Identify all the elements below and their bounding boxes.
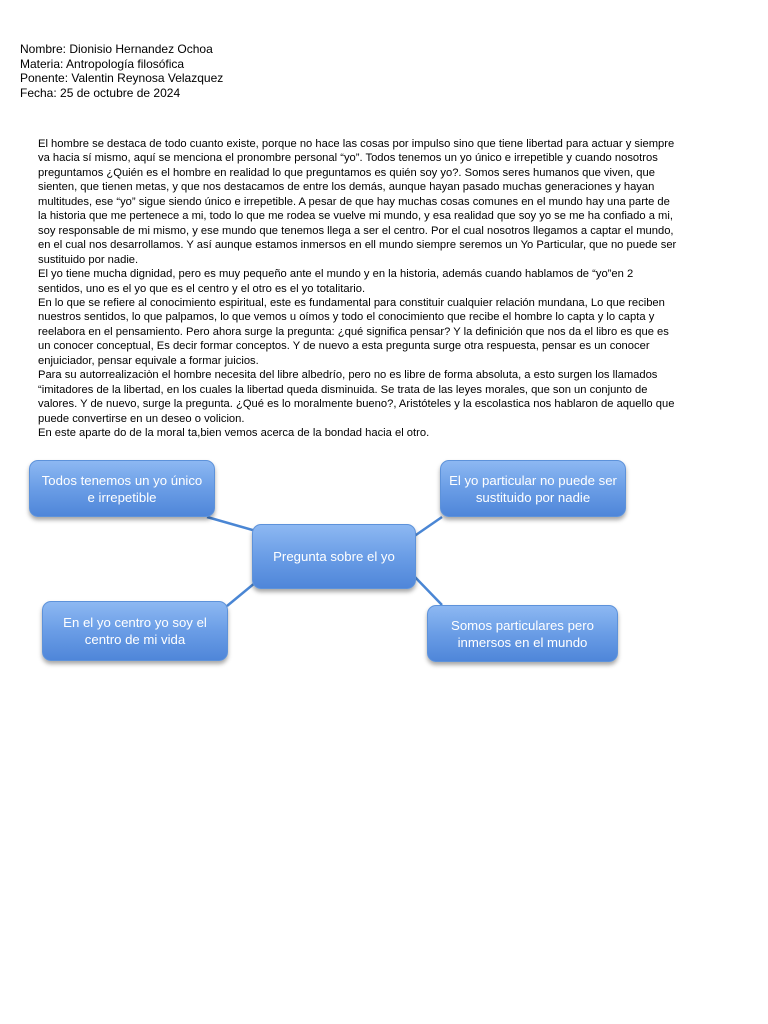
connector-top-right: [413, 517, 442, 537]
paragraph: En este aparte do de la moral ta,bien vemos acerca de la bondad hacia el otro.: [38, 427, 430, 440]
concept-node-bottom-left: En el yo centro yo soy el centro de mi vida: [42, 601, 228, 661]
concept-node-top-right: El yo particular no puede ser sustituido por nadie: [440, 460, 626, 517]
document-header: [20, 42, 223, 100]
connector-bottom-left: [227, 582, 256, 606]
paragraph: El yo tiene mucha dignidad, pero es muy pequeño ante el mundo y en la historia, además cuando hablamos de “yo”en 2 sentidos, uno es el yo que es el centro y el otro es el yo totalitario.: [38, 268, 634, 295]
paragraph: El hombre se destaca de todo cuanto existe, porque no hace las cosas por impulso sino que tiene libertad para actuar y siempre va hacia sí mismo, aquí se menciona el pronombre personal “yo”. Todos tenemos un yo único e irrepetible y cuando nosotros preguntamos ¿Quién es el hombre en realidad lo que preguntamos es quién soy yo?. Somos seres humanos que viven, que sienten, que tienen metas, y que nos destacamos de entre los demás, aunque hayan pasado muchas generaciones y hayan multitudes, ese “yo” sigue siendo único e irrepetible. A pesar de que hay muchas cosas comunes en el mundo hay una parte de la historia que me pertenece a mi, todo lo que me rodea se vuelve mi mundo, y esa realidad que soy yo se me ha confiado a mi, soy responsable de mi mismo, y ese mundo que tenemos llega a ser el centro. Por el cual nosotros llegamos a captar el mundo, en el cual nos desarrollamos. Y así aunque estamos inmersos en ell mundo siempre seremos un Yo Particular, que no puede ser sustituido por nadie.: [38, 138, 677, 266]
date: Fecha: 25 de octubre de 2024: [20, 85, 181, 100]
lecturer: Ponente: Valentin Reynosa Velazquez: [20, 71, 224, 85]
paragraph: En lo que se refiere al conocimiento espiritual, este es fundamental para constituir cualquier relación mundana, Lo que reciben nuestros sentidos, lo que palpamos, lo que vemos u oímos y todo el conocimiento que recibe el hombre lo capta y lo capta y reelabora en el pensamiento. Pero ahora surge la pregunta: ¿qué significa pensar? Y la definición que nos da el libro es que es un conocer conceptual, Es decir formar conceptos. Y de nuevo a esta pregunta surge otra respuesta, pensar es un conocer enjuiciador, pensar equivale a formar juicios.: [38, 296, 669, 367]
student-name: Nombre: Dionisio Hernandez Ochoa: [20, 42, 213, 56]
subject: Materia: Antropología filosófica: [20, 56, 185, 71]
connector-bottom-right: [413, 575, 442, 605]
concept-node-top-left: Todos tenemos un yo único e irrepetible: [29, 460, 215, 517]
concept-node-bottom-right: Somos particulares pero inmersos en el mundo: [427, 605, 618, 662]
essay-body: [38, 137, 680, 441]
paragraph: Para su autorrealizaciòn el hombre necesita del libre albedrío, pero no es libre de forma absoluta, a esto surgen los llamados “imitadores de la libertad, en los cuales la libertad queda disminuida. Se trata de las leyes morales, que son un conjunto de valores. Y de nuevo, surge la pregunta. ¿Qué es lo moralmente bueno?, Aristóteles y la escolastica nos hablaron de aquello que puede convertirse en un deseo o volicion.: [38, 369, 675, 425]
concept-node-center: Pregunta sobre el yo: [252, 524, 416, 589]
connector-top-left: [207, 517, 256, 531]
